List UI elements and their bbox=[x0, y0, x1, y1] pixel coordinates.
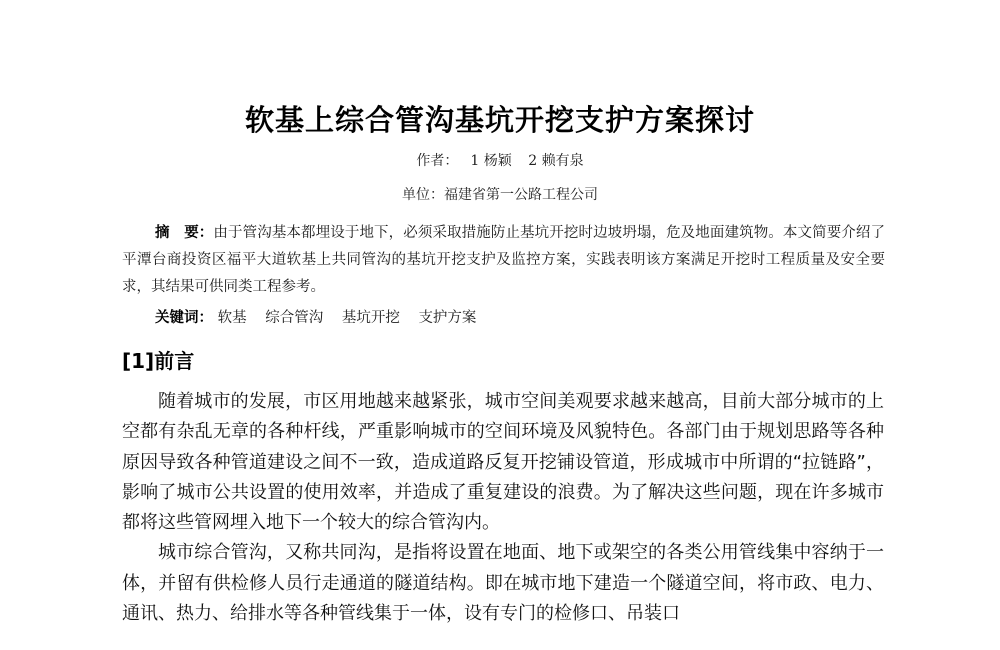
author-line bbox=[0, 150, 1000, 170]
keyword: 综合管沟 bbox=[265, 310, 324, 326]
abstract-label: 摘 要： bbox=[155, 225, 214, 241]
section-heading: [1]前言 bbox=[122, 349, 195, 373]
keywords bbox=[155, 306, 490, 327]
keyword: 软基 bbox=[217, 310, 247, 326]
abstract-text: 由于管沟基本都埋设于地下，必须采取措施防止基坑开挖时边坡坍塌，危及地面建筑物。本文简要介绍了平潭台商投资区福平大道软基上共同管沟的基坑开挖支护及监控方案，实践表明该方案满足开挖时工程质量及安全要求，其结果可供同类工程参考。 bbox=[122, 225, 886, 295]
keyword: 基坑开挖 bbox=[341, 310, 400, 326]
author-1: 1 杨颖 bbox=[470, 153, 512, 169]
affiliation: 福建省第一公路工程公司 bbox=[444, 187, 598, 203]
paragraph: 随着城市的发展，市区用地越来越紧张，城市空间美观要求越来越高，目前大部分城市的上空都有杂乱无章的各种杆线，严重影响城市的空间环境及风貌特色。各部门由于规划思路等各种原因导致各种管道建设之间不一致，造成道路反复开挖铺设管道，形成城市中所谓的“拉链路”，影响了城市公共设置的使用效率，并造成了重复建设的浪费。为了解决这些问题，现在许多城市都将这些管网埋入地下一个较大的综合管沟内。 bbox=[122, 391, 884, 534]
abstract bbox=[122, 220, 885, 301]
affiliation-label: 单位： bbox=[402, 187, 444, 203]
paper-title: 软基上综合管沟基坑开挖支护方案探讨 bbox=[244, 103, 755, 137]
author-2: 2 赖有泉 bbox=[528, 153, 584, 169]
affiliation-line bbox=[0, 184, 1000, 204]
keywords-label: 关键词： bbox=[155, 310, 213, 326]
body-text bbox=[122, 387, 884, 629]
keyword: 支护方案 bbox=[418, 310, 477, 326]
paragraph: 城市综合管沟，又称共同沟，是指将设置在地面、地下或架空的各类公用管线集中容纳于一体，并留有供检修人员行走通道的隧道结构。即在城市地下建造一个隧道空间，将市政、电力、通讯、热力、给排水等各种管线集于一体，设有专门的检修口、吊装口 bbox=[122, 542, 884, 625]
authors-label: 作者： bbox=[416, 153, 459, 169]
